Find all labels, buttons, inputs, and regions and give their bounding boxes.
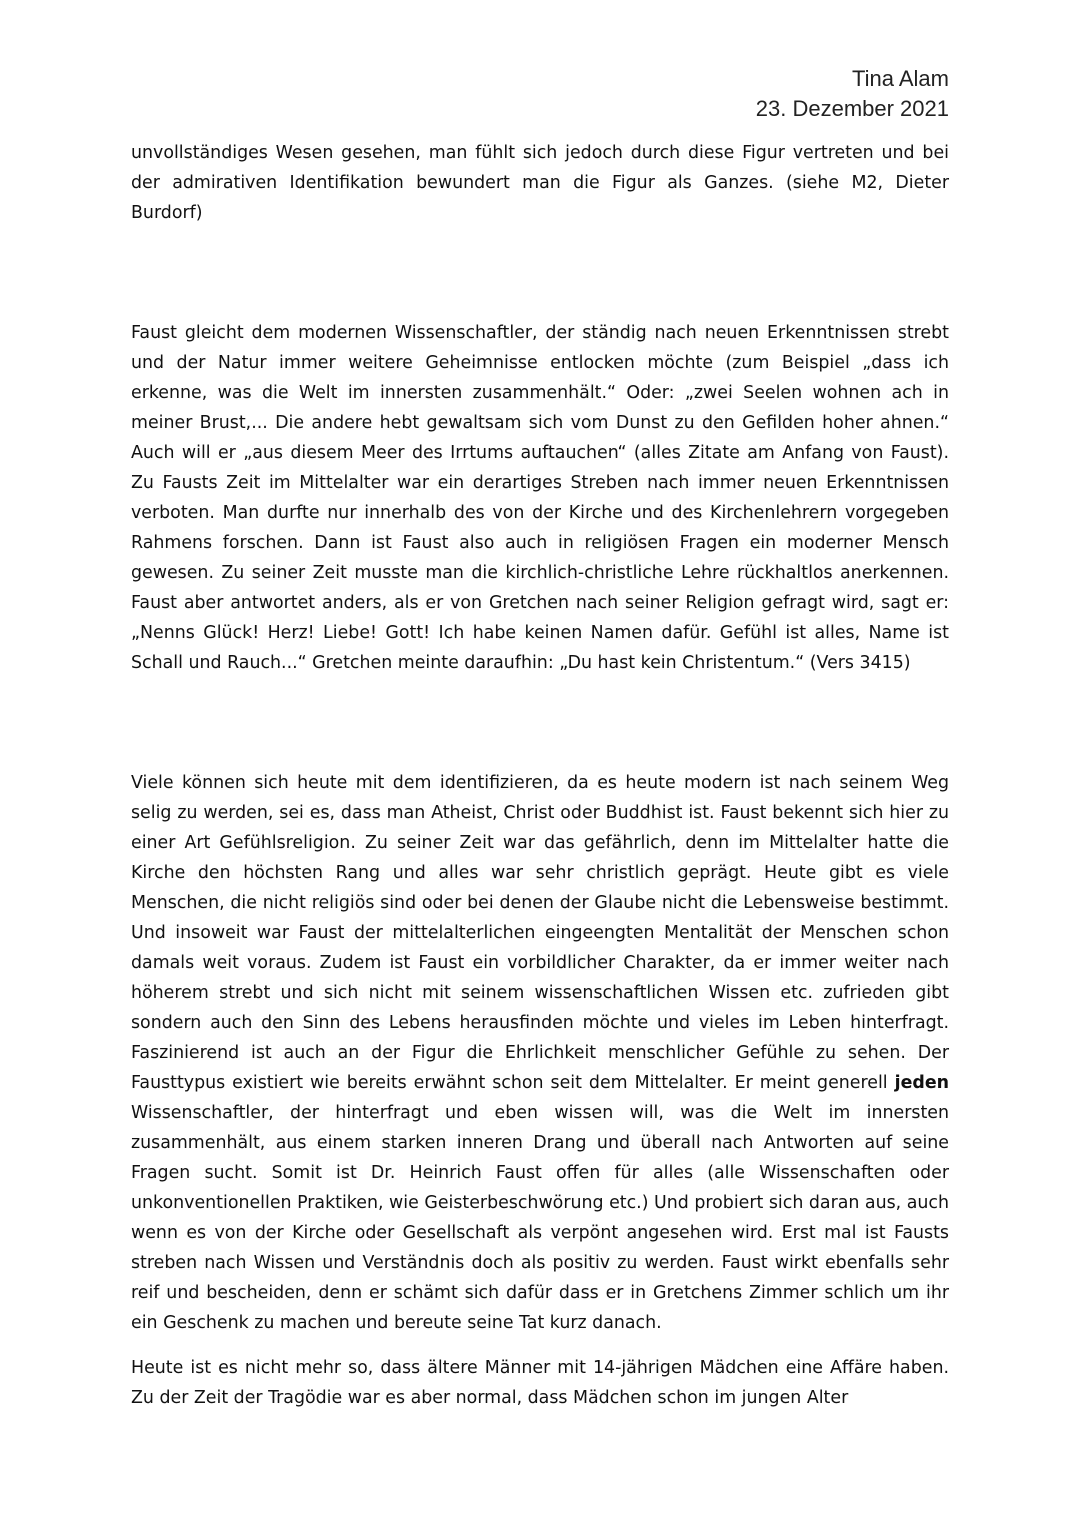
paragraph-2: Faust gleicht dem modernen Wissenschaftler, der ständig nach neuen Erkenntnissen strebt und der Natur immer weitere Geheimnisse entlocken möchte (zum Beispiel „dass ich erkenne, was die Welt im innersten zusammenhält.“ Oder: „zwei Seelen wohnen ach in meiner Brust,... Die andere hebt gewaltsam sich vom Dunst zu den Gefilden hoher ahnen.“ Auch will er „aus diesem Meer des Irrtums auftauchen“ (alles Zitate am Anfang von Faust). Zu Fausts Zeit im Mittelalter war ein derartiges Streben nach immer neuen Erkenntnissen verboten. Man durfte nur innerhalb des von der Kirche und des Kirchenlehrern vorgegeben Rahmens forschen. Dann ist Faust also auch in religiösen Fragen ein moderner Mensch gewesen. Zu seiner Zeit musste man die kirchlich-christliche Lehre rückhaltlos anerkennen. Faust aber antwortet anders, als er von Gretchen nach seiner Religion gefragt wird, sagt er: „Nenns Glück! Herz! Liebe! Gott! Ich habe keinen Namen dafür. Gefühl ist alles, Name ist Schall und Rauch...“ Gretchen meinte daraufhin: „Du hast kein Christentum.“ (Vers 3415) <box>131 323 949 673</box>
author-name: Tina Alam <box>851 66 949 91</box>
document-header <box>756 64 949 124</box>
paragraph-3-bold-word: jeden <box>894 1073 949 1093</box>
document-body <box>131 138 949 1413</box>
paragraph-4: Heute ist es nicht mehr so, dass ältere Männer mit 14-jährigen Mädchen eine Affäre haben. Zu der Zeit der Tragödie war es aber normal, dass Mädchen schon im jungen Alter <box>131 1358 949 1408</box>
paragraph-3-text-start: Viele können sich heute mit dem identifizieren, da es heute modern ist nach seinem Weg selig zu werden, sei es, dass man Atheist, Christ oder Buddhist ist. Faust bekennt sich hier zu einer Art Gefühlsreligion. Zu seiner Zeit war das gefährlich, denn im Mittelalter hatte die Kirche den höchsten Rang und alles war sehr christlich geprägt. Heute gibt es viele Menschen, die nicht religiös sind oder bei denen der Glaube nicht die Lebensweise bestimmt. Und insoweit war Faust der mittelalterlichen eingeengten Mentalität der Menschen schon damals weit voraus. Zudem ist Faust ein vorbildlicher Charakter, da er immer weiter nach höherem strebt und sich nicht mit seinem wissenschaftlichen Wissen etc. zufrieden gibt sondern auch den Sinn des Lebens herausfinden möchte und vieles im Leben hinterfragt. Faszinierend ist auch an der Figur die Ehrlichkeit menschlicher Gefühle zu sehen. Der Fausttypus existiert wie bereits erwähnt schon seit dem Mittelalter. Er meint generell <box>131 773 949 1093</box>
paragraph-3 <box>131 768 949 1338</box>
paragraph-1: unvollständiges Wesen gesehen, man fühlt sich jedoch durch diese Figur vertreten und bei der admirativen Identifikation bewundert man die Figur als Ganzes. (siehe M2, Dieter Burdorf) <box>131 143 949 223</box>
document-date: 23. Dezember 2021 <box>755 96 949 121</box>
paragraph-3-text-end: Wissenschaftler, der hinterfragt und eben wissen will, was die Welt im innersten zusammenhält, aus einem starken inneren Drang und überall nach Antworten auf seine Fragen sucht. Somit ist Dr. Heinrich Faust offen für alles (alle Wissenschaften oder unkonventionellen Praktiken, wie Geisterbeschwörung etc.) Und probiert sich daran aus, auch wenn es von der Kirche oder Gesellschaft als verpönt angesehen wird. Erst mal ist Fausts streben nach Wissen und Verständnis doch als positiv zu werden. Faust wirkt ebenfalls sehr reif und bescheiden, denn er schämt sich dafür dass er in Gretchens Zimmer schlich um ihr ein Geschenk zu machen und bereute seine Tat kurz danach. <box>131 1103 949 1333</box>
